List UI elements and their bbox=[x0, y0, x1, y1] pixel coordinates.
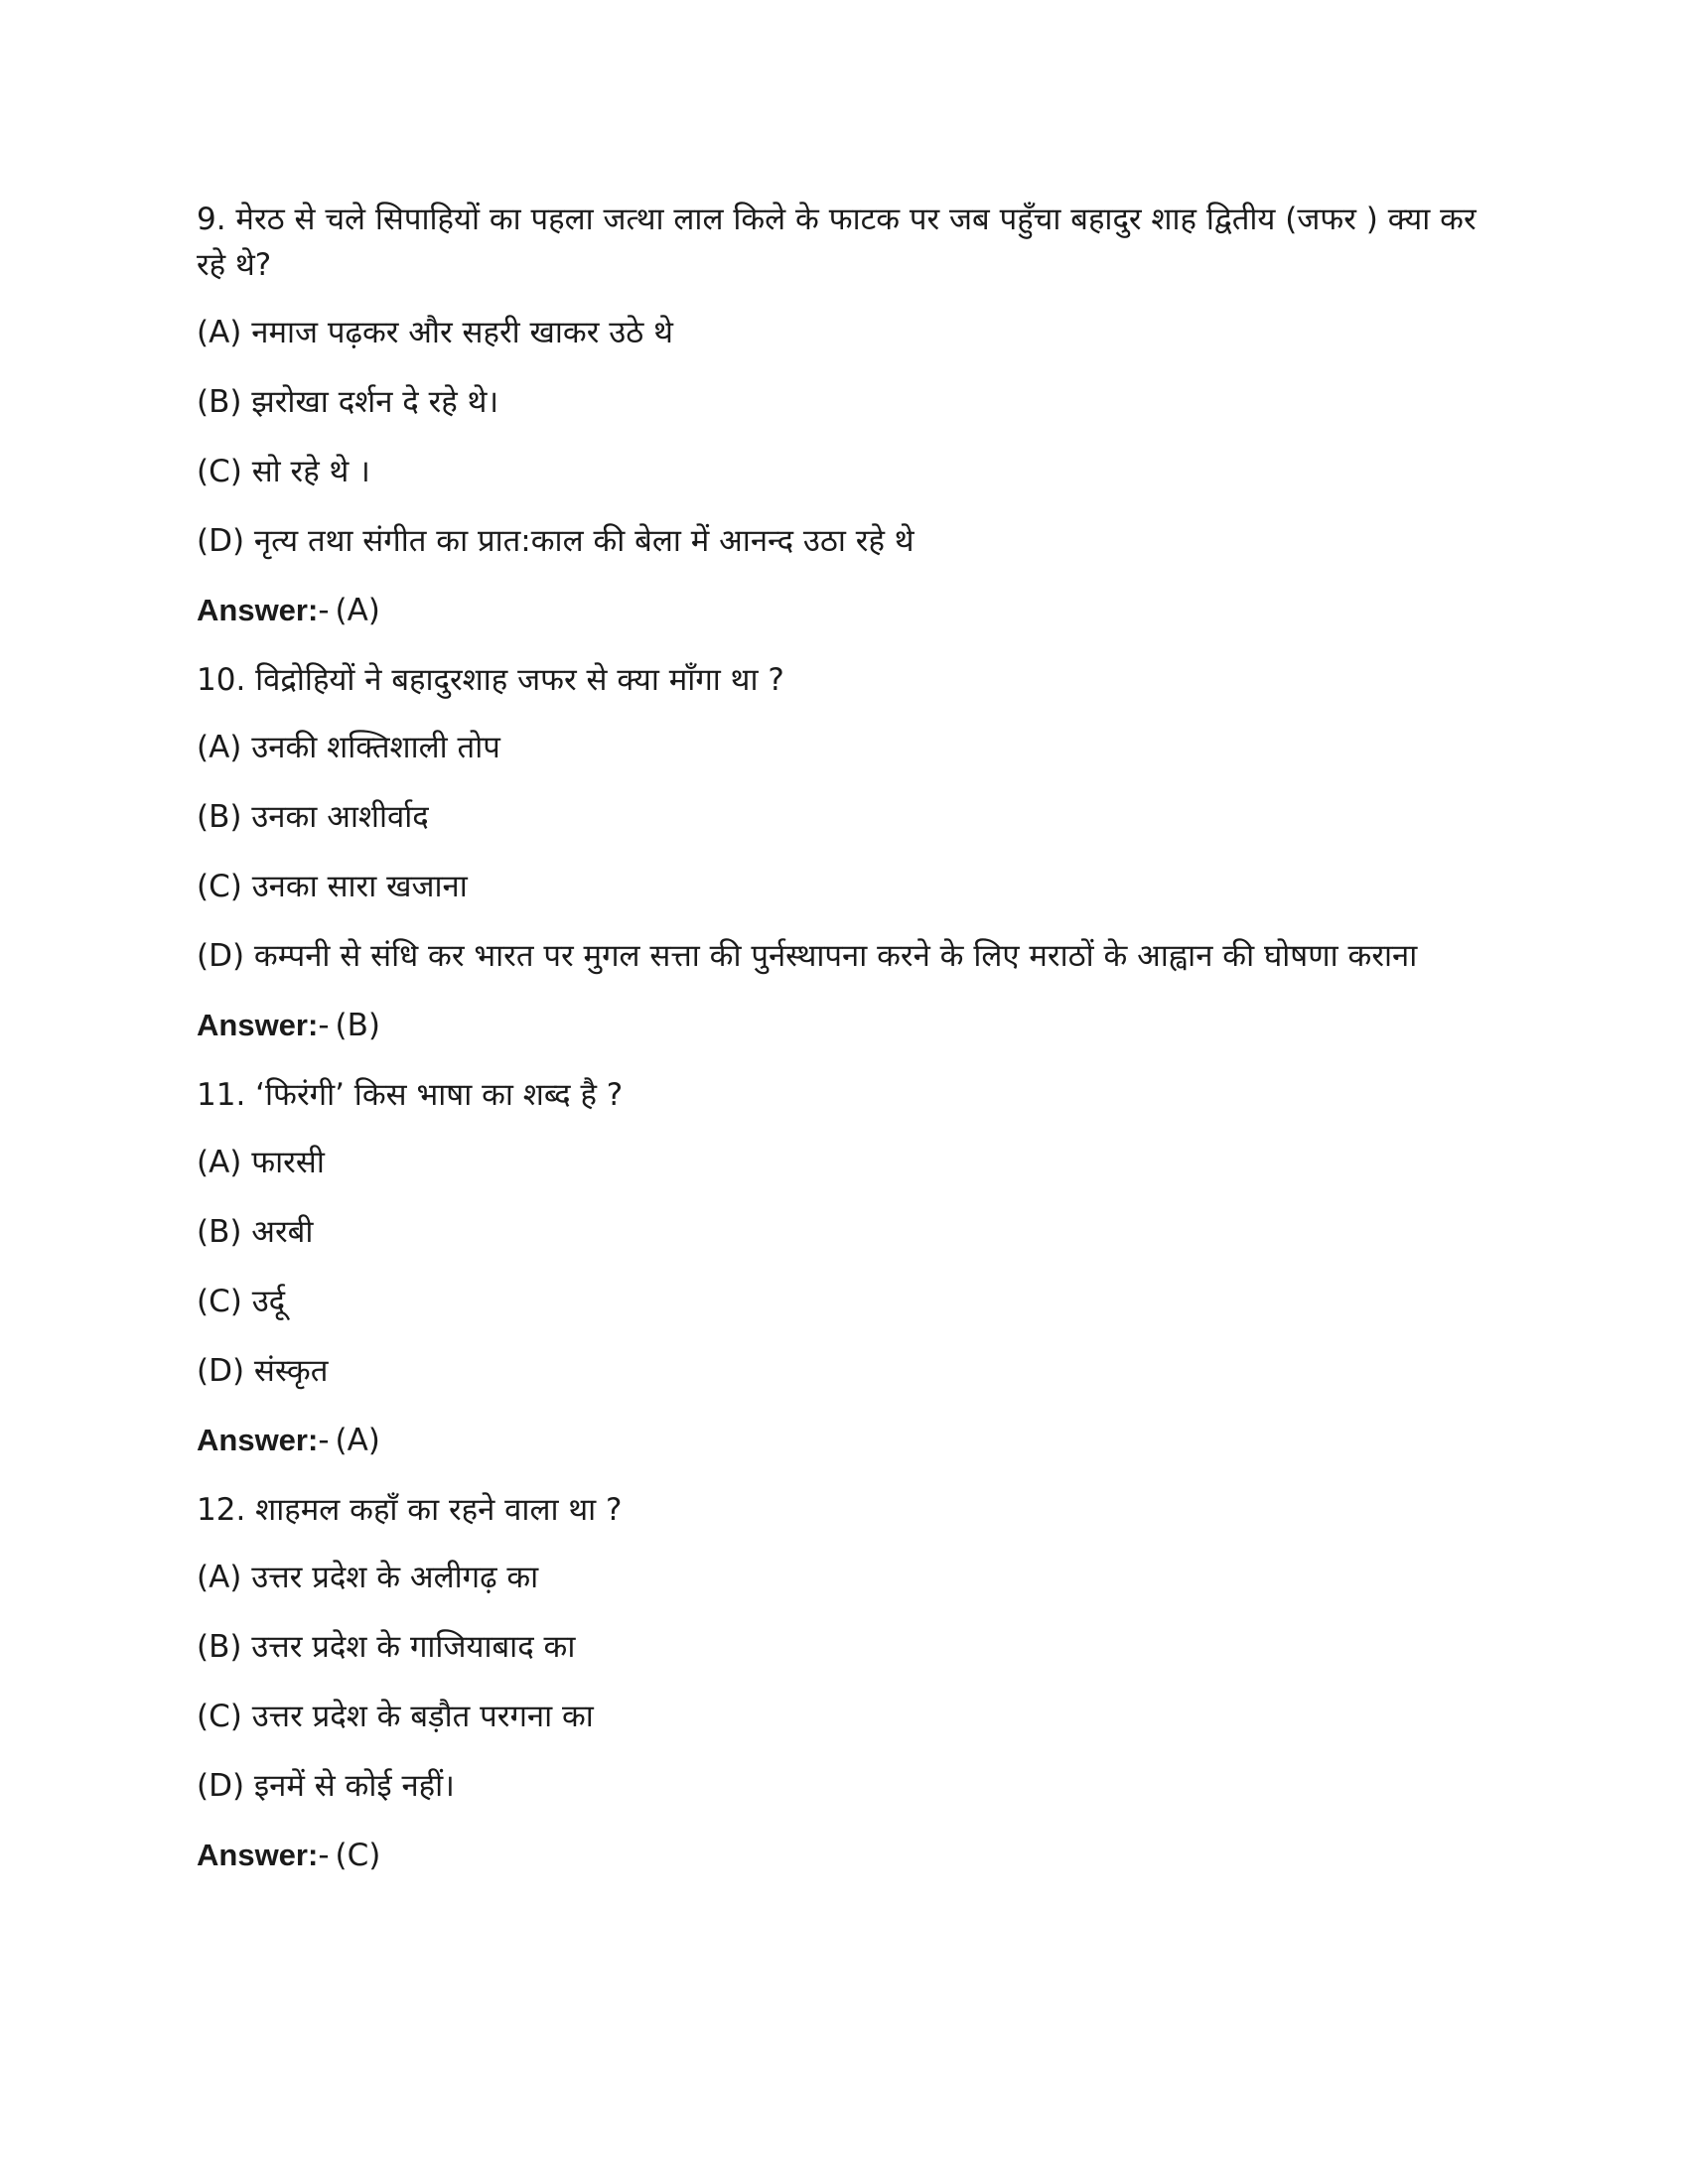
answer-separator: - bbox=[318, 593, 330, 628]
answer-row bbox=[197, 1833, 1507, 1878]
option-a: (A) उनकी शक्तिशाली तोप bbox=[197, 730, 500, 765]
answer-row bbox=[197, 1418, 1507, 1463]
answer-value: (A) bbox=[335, 593, 380, 628]
answer-value: (A) bbox=[335, 1423, 380, 1458]
question-block bbox=[197, 1072, 1507, 1463]
option-a: (A) उत्तर प्रदेश के अलीगढ़ का bbox=[197, 1560, 539, 1595]
option-c: (C) उत्तर प्रदेश के बड़ौत परगना का bbox=[197, 1699, 594, 1734]
question-block bbox=[197, 197, 1507, 633]
option-b: (B) उनका आशीर्वाद bbox=[197, 799, 429, 835]
option-b: (B) झरोखा दर्शन दे रहे थे। bbox=[197, 384, 499, 420]
option-c: (C) उनका सारा खजाना bbox=[197, 869, 468, 904]
question-text: 11. ‘फिरंगी’ किस भाषा का शब्द है ? bbox=[197, 1077, 624, 1113]
answer-value: (C) bbox=[335, 1838, 381, 1873]
answer-label: Answer: bbox=[197, 1008, 319, 1042]
option-d: (D) नृत्य तथा संगीत का प्रात:काल की बेला में आनन्द उठा रहे थे bbox=[197, 523, 914, 559]
answer-separator: - bbox=[318, 1838, 330, 1873]
answer-separator: - bbox=[318, 1423, 330, 1458]
option-a: (A) नमाज पढ़कर और सहरी खाकर उठे थे bbox=[197, 315, 673, 350]
answer-separator: - bbox=[318, 1008, 330, 1043]
option-b: (B) अरबी bbox=[197, 1214, 314, 1250]
option-c: (C) उर्दू bbox=[197, 1284, 286, 1319]
question-list bbox=[197, 197, 1507, 1902]
option-a: (A) फारसी bbox=[197, 1145, 325, 1180]
question-text: 12. शाहमल कहाँ का रहने वाला था ? bbox=[197, 1492, 623, 1528]
answer-row bbox=[197, 1003, 1507, 1048]
option-d: (D) कम्पनी से संधि कर भारत पर मुगल सत्ता की पुर्नस्थापना करने के लिए मराठों के आह्वान की घोषणा कराना bbox=[197, 938, 1418, 974]
option-d: (D) संस्कृत bbox=[197, 1353, 329, 1389]
question-block bbox=[197, 657, 1507, 1048]
answer-label: Answer: bbox=[197, 1838, 319, 1872]
question-text: 9. मेरठ से चले सिपाहियों का पहला जत्था लाल किले के फाटक पर जब पहुँचा बहादुर शाह द्वितीय (जफर ) क्या कर रहे थे? bbox=[197, 202, 1477, 283]
option-b: (B) उत्तर प्रदेश के गाजियाबाद का bbox=[197, 1629, 576, 1665]
option-d: (D) इनमें से कोई नहीं। bbox=[197, 1768, 455, 1804]
answer-row bbox=[197, 588, 1507, 633]
option-c: (C) सो रहे थे । bbox=[197, 454, 370, 489]
answer-label: Answer: bbox=[197, 1423, 319, 1457]
question-block bbox=[197, 1487, 1507, 1878]
answer-value: (B) bbox=[335, 1008, 380, 1043]
answer-label: Answer: bbox=[197, 593, 319, 627]
question-text: 10. विद्रोहियों ने बहादुरशाह जफर से क्या माँगा था ? bbox=[197, 662, 784, 698]
